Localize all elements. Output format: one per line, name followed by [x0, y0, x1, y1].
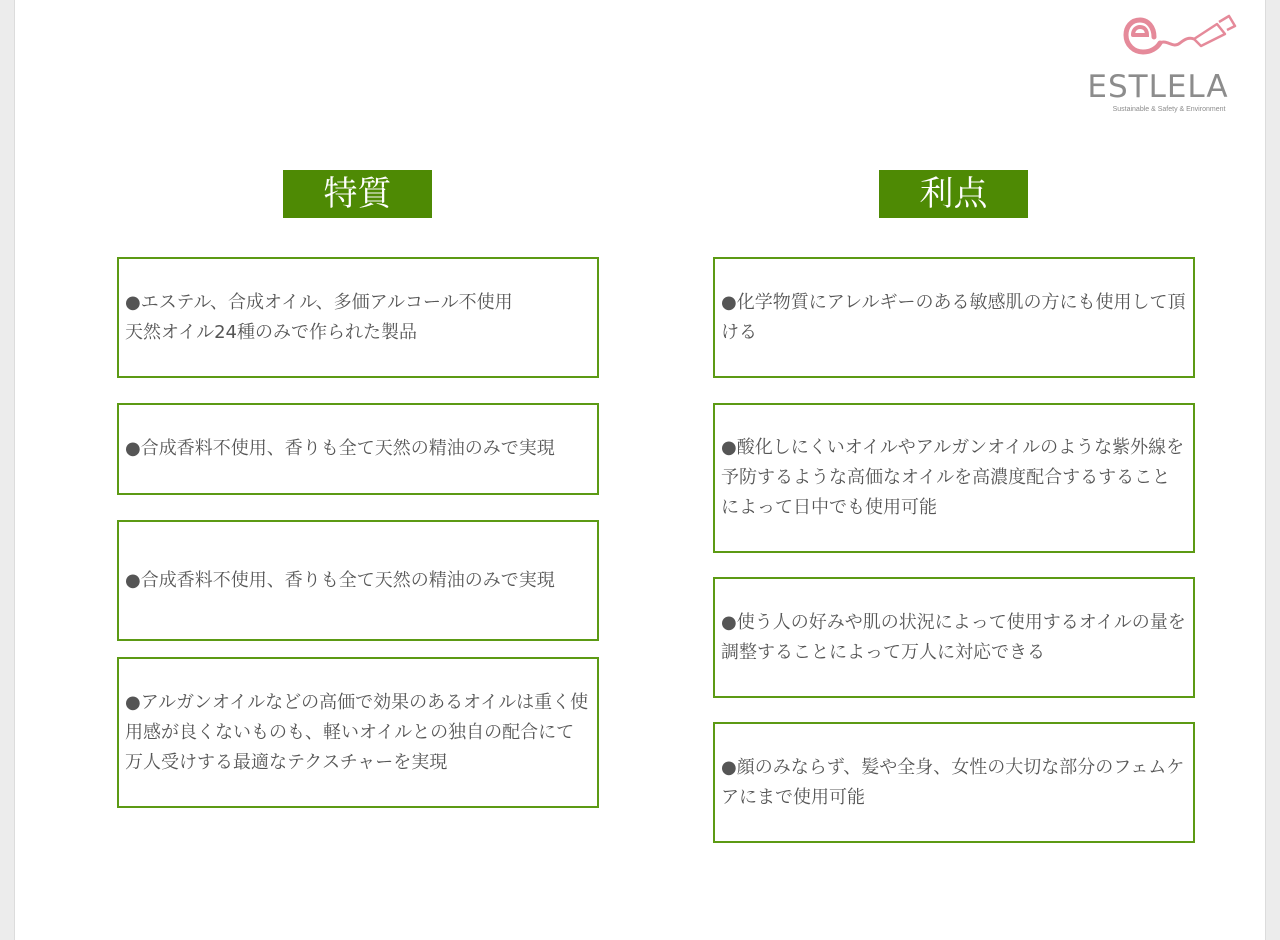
- benefits-heading: 利点: [879, 170, 1028, 218]
- benefit-card: [713, 403, 1195, 553]
- features-heading: 特質: [283, 170, 432, 218]
- feature-text: ●合成香料不使用、香りも全て天然の精油のみで実現: [125, 438, 555, 459]
- brand-logo: [1063, 10, 1253, 120]
- logo-tagline: Sustainable & Safety & Environment: [1112, 106, 1226, 113]
- benefit-text: ●化学物質にアレルギーのある敏感肌の方にも使用して頂ける: [721, 291, 1186, 343]
- benefit-card: [713, 577, 1195, 698]
- benefit-text: ●酸化しにくいオイルやアルガンオイルのような紫外線を予防するような高価なオイルを高濃度配合するすることによって日中でも使用可能: [721, 437, 1185, 518]
- feature-card: [117, 257, 599, 378]
- benefit-card: [713, 722, 1195, 843]
- benefit-text: ●使う人の好みや肌の状況によって使用するオイルの量を調整することによって万人に対応できる: [721, 611, 1186, 663]
- feature-text: ●合成香料不使用、香りも全て天然の精油のみで実現: [125, 569, 555, 591]
- feature-text: ●アルガンオイルなどの高価で効果のあるオイルは重く使用感が良くないものも、軽いオイルとの独自の配合にて万人受けする最適なテクスチャーを実現: [125, 691, 589, 773]
- logo-swirl-icon: [1121, 10, 1243, 66]
- feature-card: [117, 520, 599, 641]
- feature-card: [117, 657, 599, 808]
- document-page: [14, 0, 1266, 940]
- benefit-card: [713, 257, 1195, 378]
- feature-card: [117, 403, 599, 495]
- logo-wordmark: ESTLELA: [1087, 69, 1229, 105]
- benefit-text: ●顔のみならず、髪や全身、女性の大切な部分のフェムケアにまで使用可能: [721, 756, 1185, 808]
- feature-text: ●エステル、合成オイル、多価アルコール不使用 天然オイル24種のみで作られた製品: [125, 291, 513, 343]
